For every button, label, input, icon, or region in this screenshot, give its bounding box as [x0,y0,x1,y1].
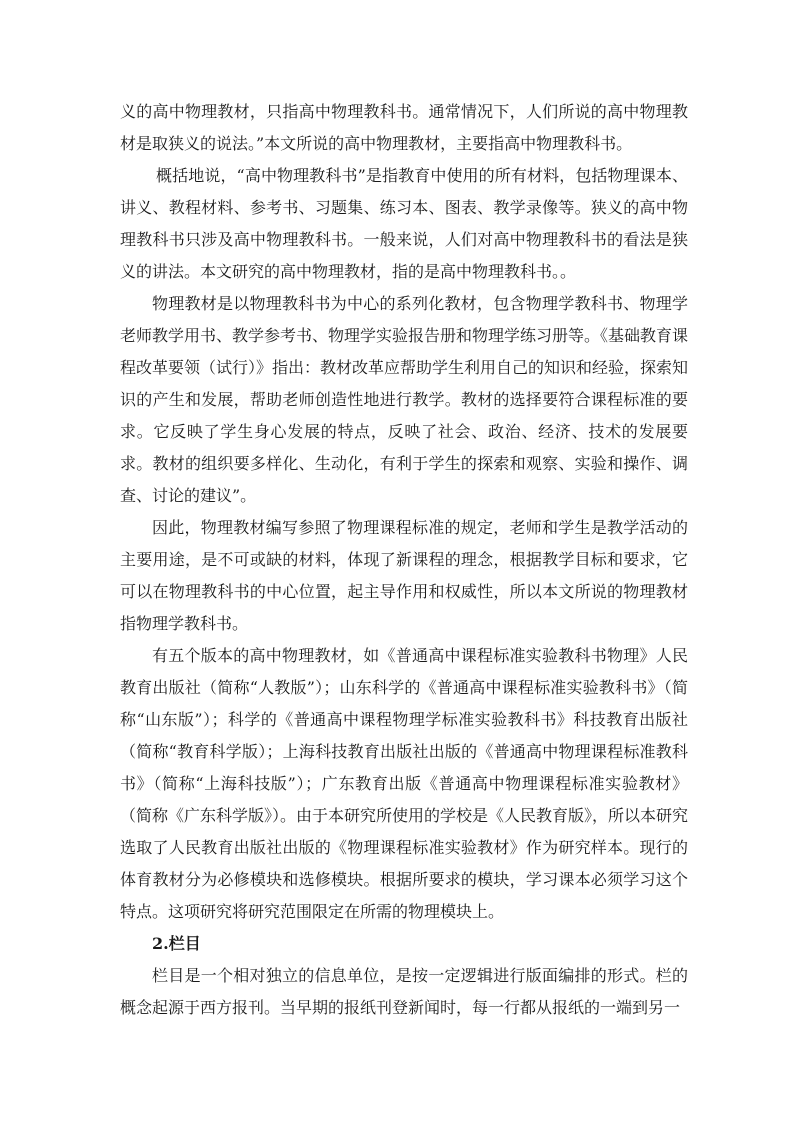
paragraph-therefore: 因此，物理教材编写参照了物理课程标准的规定，老师和学生是教学活动的主要用途，是不可或缺的材料，体现了新课程的理念，根据教学目标和要求，它可以在物理教科书的中心位置，起主导作用和权威性，所以本文所说的物理教材指物理学教科书。 [120,518,688,633]
document-page [120,96,688,1024]
paragraph-versions: 有五个版本的高中物理教材，如《普通高中课程标准实验教科书物理》人民教育出版社（简称“人教版”）；山东科学的《普通高中课程标准实验教科书》（简称“山东版”）；科学的《普通高中课程物理学标准实验教科书》科技教育出版社（简称“教育科学版）；上海科技教育出版社出版的《普通高中物理课程标准教科书》（简称“上海科技版”）；广东教育出版《普通高中物理课程标准实验教材》（简称《广东科学版》）。由于本研究所使用的学校是《人民教育版》，所以本研究选取了人民教育出版社出版的《物理课程标准实验教材》作为研究样本。现行的体育教材分为必修模块和选修模块。根据所要求的模块，学习课本必须学习这个特点。这项研究将研究范围限定在所需的物理模块上。 [120,646,689,921]
paragraph-definition: 概括地说，“高中物理教科书”是指教育中使用的所有材料，包括物理课本、讲义、教程材料、参考书、习题集、练习本、图表、教学录像等。狭义的高中物理教科书只涉及高中物理教科书。一般来说，人们对高中物理教科书的看法是狭义的讲法。本文研究的高中物理教材，指的是高中物理教科书。。 [120,166,688,281]
paragraph-continuation: 义的高中物理教材，只指高中物理教科书。通常情况下，人们所说的高中物理教材是取狭义的说法。”本文所说的高中物理教材，主要指高中物理教科书。 [120,102,688,153]
section-heading: 2.栏目 [152,934,201,953]
paragraph-column: 栏目是一个相对独立的信息单位，是按一定逻辑进行版面编排的形式。栏的概念起源于西方报刊。当早期的报纸刊登新闻时，每一行都从报纸的一端到另一 [120,966,688,1017]
paragraph-materials: 物理教材是以物理教科书为中心的系列化教材，包含物理学教科书、物理学老师教学用书、教学参考书、物理学实验报告册和物理学练习册等。《基础教育课程改革要领（试行）》指出：教材改革应帮助学生利用自己的知识和经验，探索知识的产生和发展，帮助老师创造性地进行教学。教材的选择要符合课程标准的要求。它反映了学生身心发展的特点，反映了社会、政治、经济、技术的发展要求。教材的组织要多样化、生动化，有利于学生的探索和观察、实验和操作、调查、讨论的建议”。 [120,294,689,505]
